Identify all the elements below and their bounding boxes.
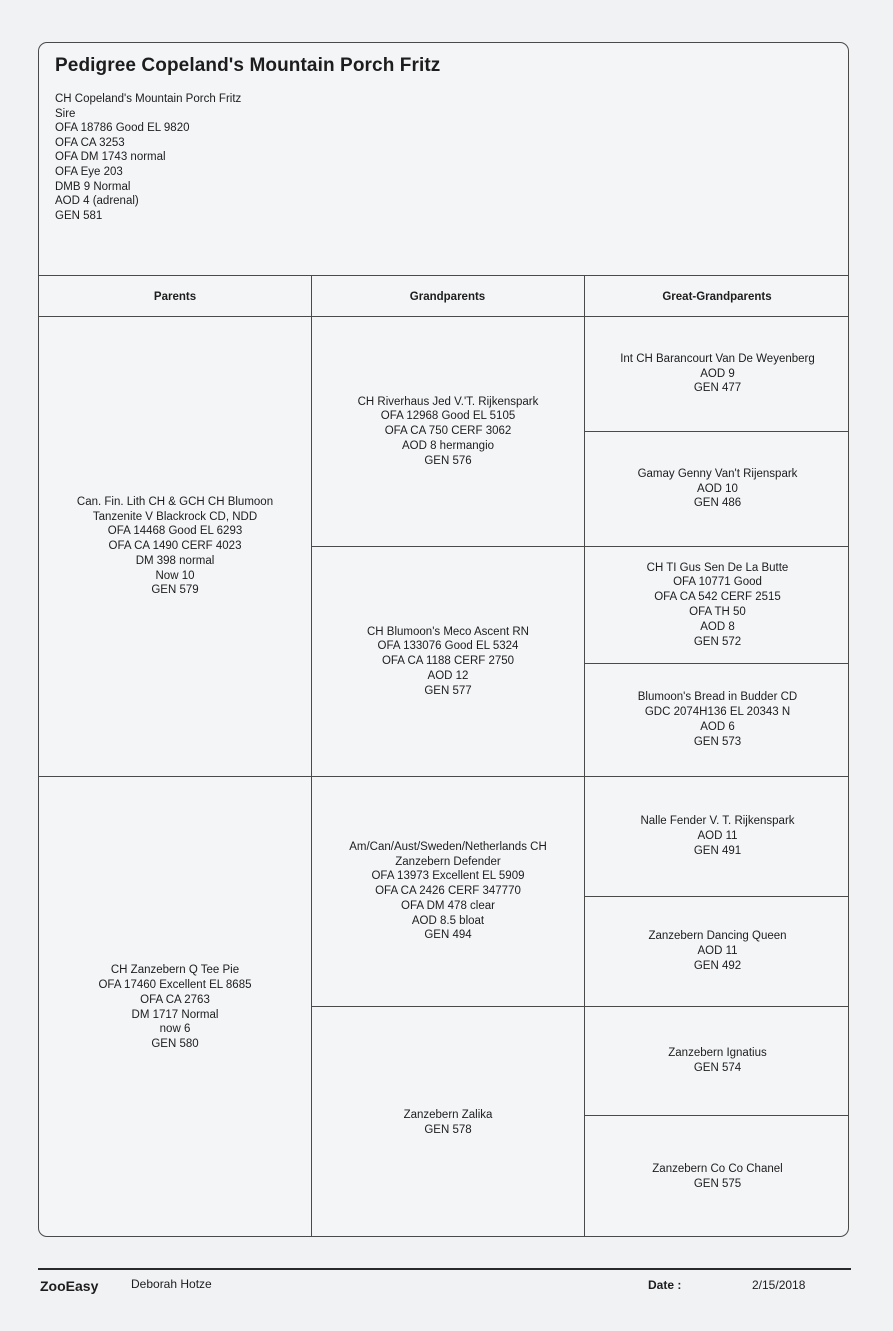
subject-line: DMB 9 Normal (55, 180, 131, 193)
subject-name: CH Copeland's Mountain Porch Fritz (55, 93, 242, 105)
great-grandparent (585, 777, 849, 896)
brand-logo: ZooEasy (40, 1278, 99, 1294)
entry-line: Can. Fin. Lith CH & GCH CH Blumoon (76, 495, 274, 508)
entry-line: OFA 13973 Excellent EL 5909 (371, 870, 525, 883)
entry-line: GEN 574 (693, 1062, 742, 1074)
entry-line: Am/Can/Aust/Sweden/Netherlands CH (349, 840, 547, 853)
entry-line: GEN 575 (693, 1178, 742, 1190)
entry-line: Nalle Fender V. T. Rijkenspark (640, 815, 795, 828)
entry-line: CH Riverhaus Jed V.'T. Rijkenspark (357, 395, 539, 408)
parent-dam (39, 777, 311, 1237)
entry-line: GEN 579 (151, 584, 199, 597)
great-grandparent (585, 317, 849, 431)
entry-line: Blumoon's Bread in Budder CD (637, 691, 798, 704)
entry-line: GEN 578 (424, 1123, 472, 1136)
entry-line: AOD 11 (697, 830, 738, 843)
great-grandparent (585, 1007, 849, 1115)
entry-line: Zanzebern Defender (395, 855, 501, 868)
entry-line: AOD 6 (700, 721, 735, 733)
entry-line: AOD 8 hermangio (401, 439, 495, 452)
entry-line: Int CH Barancourt Van De Weyenberg (620, 352, 815, 365)
entry-line: DM 1717 Normal (131, 1008, 219, 1021)
entry-line: AOD 11 (697, 945, 738, 958)
entry-line: CH Zanzebern Q Tee Pie (110, 964, 240, 977)
entry-line: AOD 8 (700, 620, 735, 633)
entry-line: GEN 486 (693, 497, 742, 510)
entry-line: GEN 576 (424, 454, 472, 467)
entry-line: AOD 8.5 bloat (411, 914, 485, 927)
entry-line: OFA CA 1490 CERF 4023 (108, 540, 242, 553)
great-grandparent (585, 664, 849, 776)
entry-line: CH Blumoon's Meco Ascent RN (367, 625, 529, 638)
entry-line: DM 398 normal (135, 554, 215, 567)
subject-line: OFA DM 1743 normal (55, 151, 166, 164)
entry-line: GEN 577 (424, 684, 472, 697)
entry-line: GEN 491 (693, 844, 742, 857)
entry-line: AOD 9 (700, 367, 735, 380)
great-grandparent (585, 547, 849, 663)
subject-line: OFA CA 3253 (55, 136, 125, 149)
subject-line: OFA Eye 203 (55, 165, 123, 178)
entry-line: OFA TH 50 (689, 606, 746, 618)
entry-line: Zanzebern Zalika (403, 1108, 493, 1121)
entry-line: Tanzenite V Blackrock CD, NDD (92, 510, 258, 523)
entry-line: GEN 494 (424, 929, 472, 942)
subject-line: GEN 581 (55, 209, 103, 222)
entry-line: Zanzebern Dancing Queen (648, 930, 787, 943)
great-grandparent (585, 1116, 849, 1237)
entry-line: OFA CA 542 CERF 2515 (654, 591, 781, 604)
entry-line: OFA CA 750 CERF 3062 (384, 425, 512, 438)
page-title: Pedigree Copeland's Mountain Porch Fritz (55, 55, 441, 76)
header-parents: Parents (153, 290, 197, 303)
entry-line: Zanzebern Co Co Chanel (652, 1163, 783, 1176)
entry-line: GDC 2074H136 EL 20343 N (644, 706, 791, 719)
header-great-grandparents: Great-Grandparents (662, 290, 772, 303)
date-label: Date : (648, 1278, 682, 1292)
entry-line: GEN 477 (693, 382, 742, 395)
date-value: 2/15/2018 (752, 1278, 806, 1292)
footer-divider (38, 1268, 851, 1270)
entry-line: GEN 572 (693, 635, 742, 648)
entry-line: OFA CA 2426 CERF 347770 (375, 885, 521, 898)
entry-line: now 6 (159, 1023, 191, 1036)
parent-sire (39, 317, 311, 776)
entry-line: OFA DM 478 clear (401, 899, 495, 912)
great-grandparent (585, 432, 849, 546)
pedigree-sheet (38, 42, 849, 1237)
grandparent (312, 547, 584, 776)
entry-line: CH TI Gus Sen De La Butte (646, 561, 789, 574)
entry-line: OFA 14468 Good EL 6293 (107, 525, 243, 538)
great-grandparent (585, 897, 849, 1006)
entry-line: OFA 10771 Good (673, 576, 762, 589)
entry-line: Zanzebern Ignatius (668, 1047, 767, 1060)
grandparent (312, 317, 584, 546)
entry-line: GEN 580 (151, 1038, 199, 1051)
entry-line: Gamay Genny Van't Rijenspark (637, 467, 798, 480)
entry-line: GEN 573 (693, 735, 742, 748)
subject-line: OFA 18786 Good EL 9820 (55, 122, 190, 135)
subject-info (55, 92, 241, 223)
grandparent (312, 777, 584, 1006)
entry-line: GEN 492 (693, 959, 742, 972)
entry-line: OFA 12968 Good EL 5105 (380, 410, 516, 423)
subject-line: AOD 4 (adrenal) (55, 195, 139, 208)
entry-line: OFA CA 1188 CERF 2750 (381, 655, 515, 668)
entry-line: AOD 12 (427, 669, 469, 682)
entry-line: OFA 133076 Good EL 5324 (377, 640, 519, 653)
subject-line: Sire (55, 107, 76, 120)
entry-line: Now 10 (155, 569, 195, 582)
entry-line: AOD 10 (697, 482, 738, 495)
header-grandparents: Grandparents (409, 290, 486, 303)
grandparent (312, 1007, 584, 1237)
owner-name: Deborah Hotze (131, 1277, 212, 1291)
entry-line: OFA CA 2763 (140, 993, 210, 1006)
entry-line: OFA 17460 Excellent EL 8685 (98, 978, 252, 991)
